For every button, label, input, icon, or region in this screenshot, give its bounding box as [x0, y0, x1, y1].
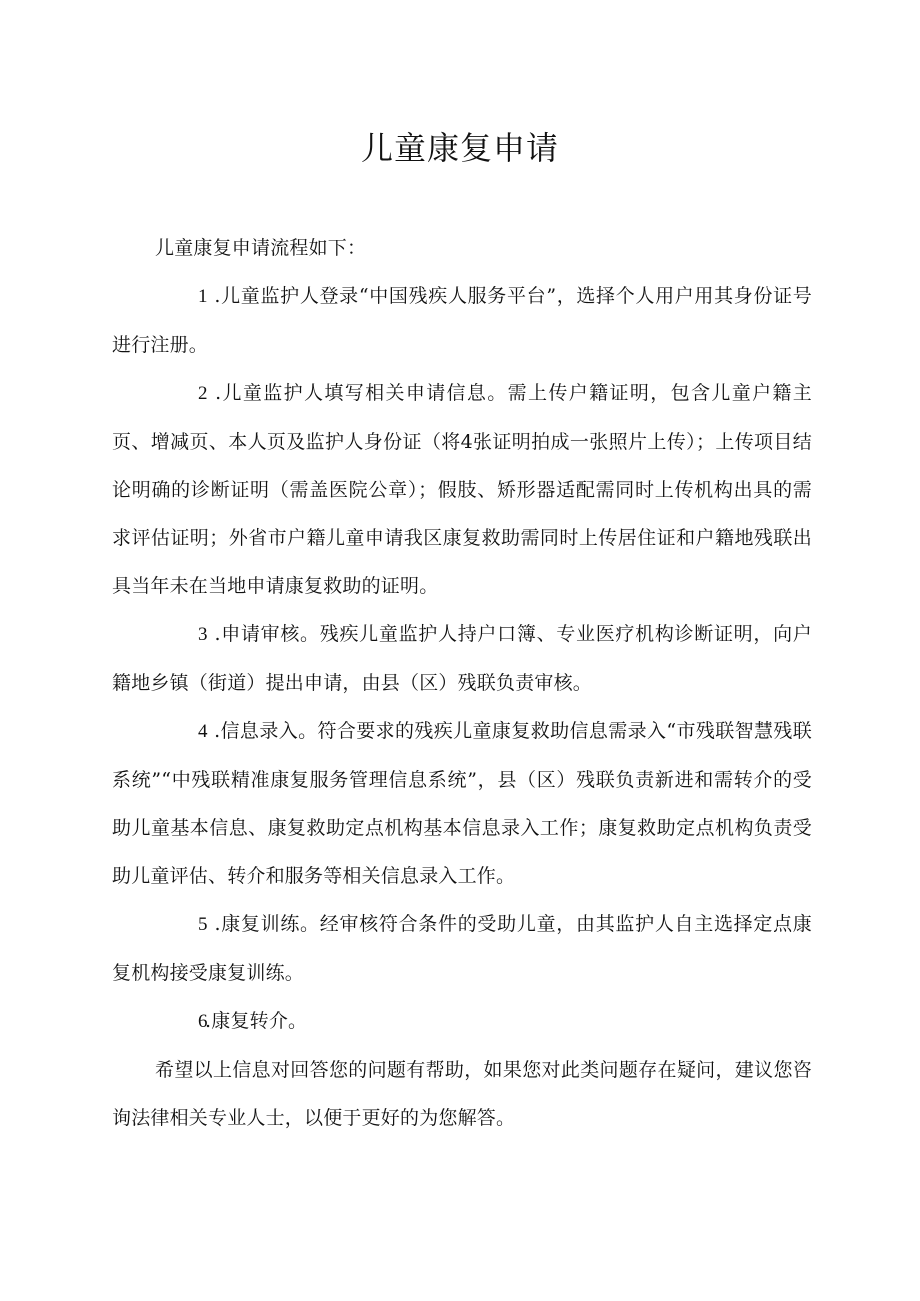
step-number: 1 — [198, 286, 208, 307]
intro-paragraph: 儿童康复申请流程如下： — [155, 237, 367, 259]
step-text: .申请审核。残疾儿童监护人持户口簿、专业医疗机构诊断证明，向户籍地乡镇（街道）提出申请，由县（区）残联负责审核。 — [112, 623, 812, 694]
step-number: 6 — [198, 1011, 208, 1032]
closing-paragraph: 希望以上信息对回答您的问题有帮助，如果您对此类问题存在疑问，建议您咨询法律相关专业人士，以便于更好的为您解答。 — [112, 1059, 812, 1129]
step-4-paragraph — [112, 707, 812, 900]
step-number: 3 — [198, 624, 208, 645]
step-5-paragraph — [112, 900, 812, 997]
step-number: 2 — [198, 383, 208, 404]
step-text: .信息录入。符合要求的残疾儿童康复救助信息需录入“市残联智慧残联系统”“中残联精准康复服务管理信息系统”，县（区）残联负责新进和需转介的受助儿童基本信息、康复救助定点机构基本信息录入工作；康复救助定点机构负责受助儿童评估、转介和服务等相关信息录入工作。 — [112, 720, 812, 887]
step-number: 5 — [198, 914, 208, 935]
page-title: 儿童康复申请 — [360, 129, 559, 167]
step-1-paragraph — [112, 272, 812, 369]
document-body — [112, 224, 812, 1142]
step-3-paragraph — [112, 610, 812, 707]
step-text: .儿童监护人登录“中国残疾人服务平台”，选择个人用户用其身份证号进行注册。 — [112, 285, 812, 356]
step-text: .康复训练。经审核符合条件的受助儿童，由其监护人自主选择定点康复机构接受康复训练。 — [112, 913, 812, 984]
step-text: .康复转介。 — [205, 1010, 308, 1032]
step-number: 4 — [198, 721, 208, 742]
step-2-paragraph — [112, 369, 812, 610]
step-text: .儿童监护人填写相关申请信息。需上传户籍证明，包含儿童户籍主页、增减页、本人页及监护人身份证（将4张证明拍成一张照片上传）；上传项目结论明确的诊断证明（需盖医院公章）；假肢、矫形器适配需同时上传机构出具的需求评估证明；外省市户籍儿童申请我区康复救助需同时上传居住证和户籍地残联出具当年未在当地申请康复救助的证明。 — [112, 382, 812, 597]
step-6-paragraph — [112, 997, 812, 1046]
